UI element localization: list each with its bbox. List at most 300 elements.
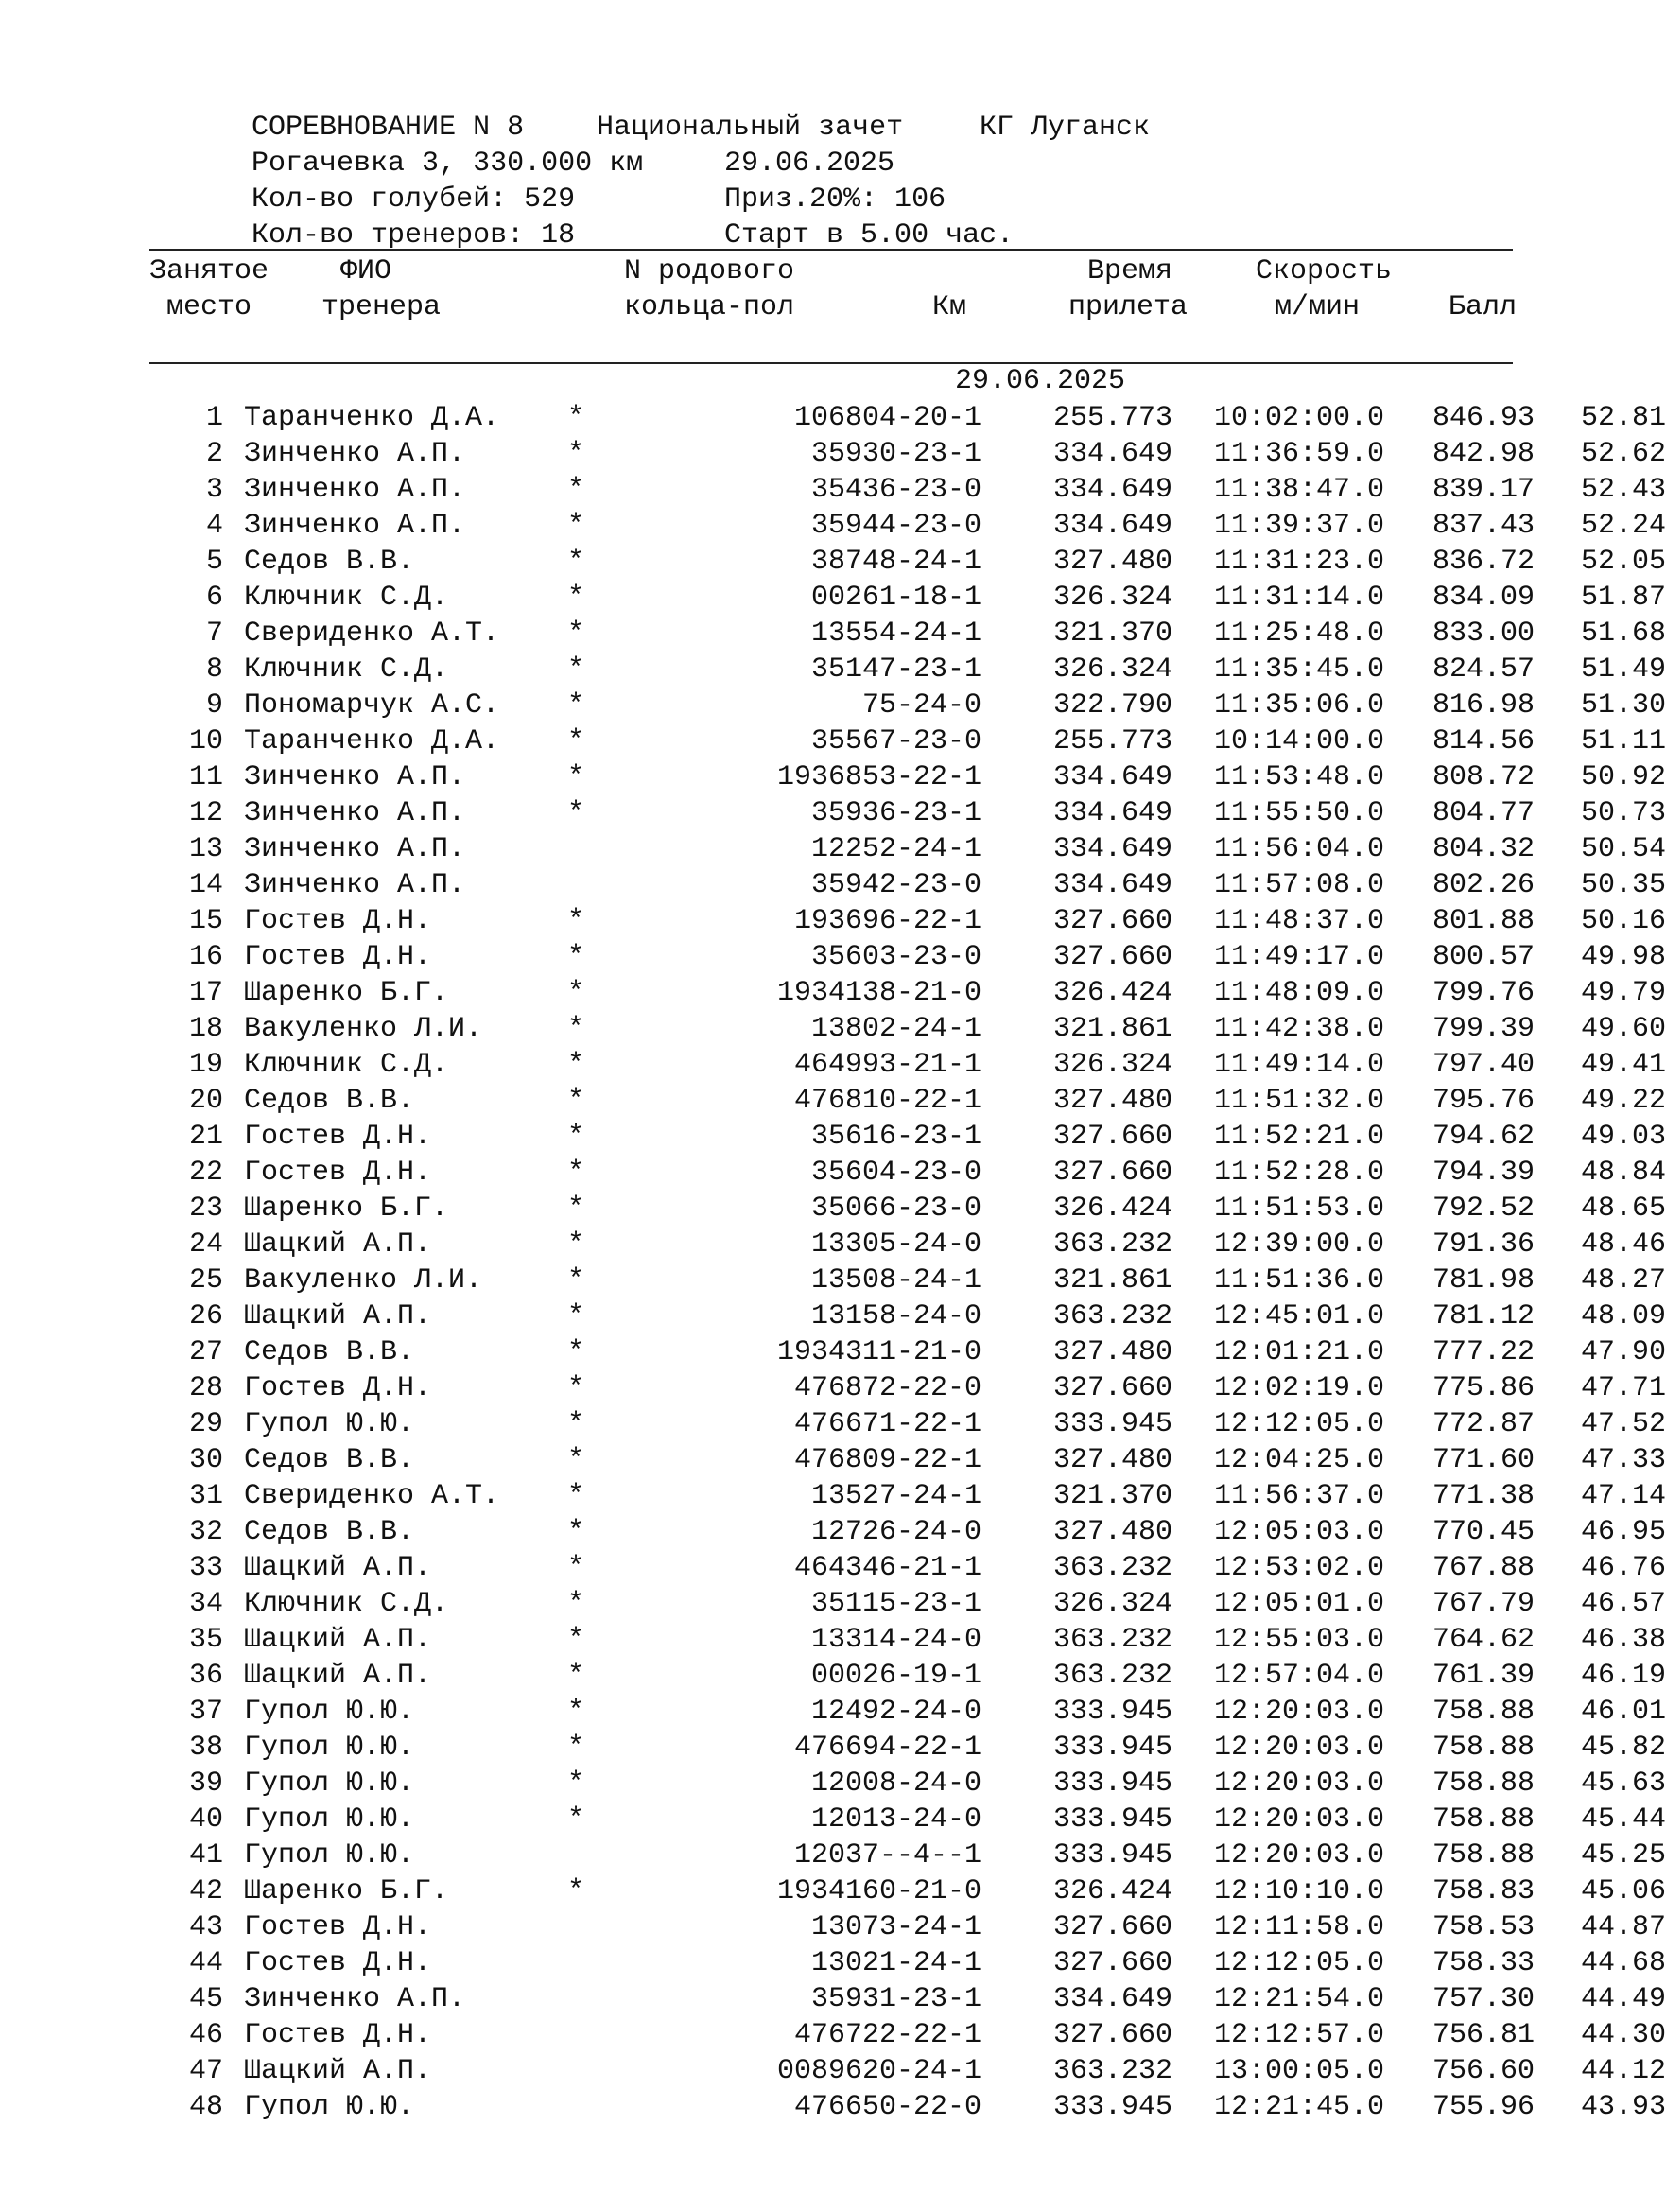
arrival-time-cell: 11:25:48.0 bbox=[1213, 618, 1384, 650]
place-cell: 30 bbox=[188, 1444, 223, 1476]
points-cell: 44.87 bbox=[1580, 1911, 1666, 1943]
trainer-name-cell: Гупол Ю.Ю. bbox=[244, 1839, 415, 1872]
points-cell: 47.52 bbox=[1580, 1408, 1666, 1440]
trainer-name-cell: Седов В.В. bbox=[244, 546, 415, 578]
arrival-time-cell: 11:56:37.0 bbox=[1213, 1480, 1384, 1512]
points-cell: 49.22 bbox=[1580, 1085, 1666, 1117]
distance-cell: 321.861 bbox=[1052, 1013, 1172, 1045]
table-row bbox=[149, 508, 1666, 544]
col-points: Балл bbox=[1449, 291, 1518, 323]
distance-cell: 326.324 bbox=[1052, 582, 1172, 614]
table-row bbox=[149, 1981, 1666, 2017]
table-row bbox=[149, 1298, 1666, 1334]
star-mark-cell: * bbox=[567, 1049, 585, 1081]
table-row bbox=[149, 975, 1666, 1011]
place-cell: 48 bbox=[188, 2091, 223, 2123]
col-ring-1: N родового bbox=[624, 255, 795, 287]
column-headers bbox=[149, 253, 1518, 325]
arrival-time-cell: 12:20:03.0 bbox=[1213, 1696, 1384, 1728]
col-time-1: Время bbox=[1087, 255, 1173, 287]
place-cell: 11 bbox=[188, 761, 223, 793]
speed-cell: 772.87 bbox=[1432, 1408, 1535, 1440]
trainer-name-cell: Гупол Ю.Ю. bbox=[244, 2091, 415, 2123]
points-cell: 48.46 bbox=[1580, 1228, 1666, 1261]
distance-cell: 326.324 bbox=[1052, 1588, 1172, 1620]
points-cell: 50.54 bbox=[1580, 833, 1666, 865]
table-row bbox=[149, 723, 1666, 759]
star-mark-cell: * bbox=[567, 618, 585, 650]
star-mark-cell: * bbox=[567, 510, 585, 542]
place-cell: 23 bbox=[188, 1193, 223, 1225]
ring-number-cell: 00261-18-1 bbox=[810, 582, 981, 614]
star-mark-cell: * bbox=[567, 689, 585, 722]
star-mark-cell: * bbox=[567, 1875, 585, 1907]
points-cell: 50.16 bbox=[1580, 905, 1666, 937]
arrival-time-cell: 12:20:03.0 bbox=[1213, 1839, 1384, 1872]
trainer-name-cell: Шацкий А.П. bbox=[244, 1228, 432, 1261]
star-mark-cell: * bbox=[567, 1588, 585, 1620]
trainer-name-cell: Ключник С.Д. bbox=[244, 582, 449, 614]
table-row bbox=[149, 616, 1666, 652]
speed-cell: 797.40 bbox=[1432, 1049, 1535, 1081]
table-row bbox=[149, 939, 1666, 975]
distance-cell: 334.649 bbox=[1052, 438, 1172, 470]
place-cell: 3 bbox=[205, 474, 223, 506]
speed-cell: 804.77 bbox=[1432, 797, 1535, 829]
table-row bbox=[149, 2053, 1666, 2089]
trainer-name-cell: Гостев Д.Н. bbox=[244, 905, 432, 937]
trainer-name-cell: Гупол Ю.Ю. bbox=[244, 1408, 415, 1440]
star-mark-cell: * bbox=[567, 1013, 585, 1045]
arrival-time-cell: 11:35:06.0 bbox=[1213, 689, 1384, 722]
distance-cell: 327.480 bbox=[1052, 1085, 1172, 1117]
arrival-time-cell: 12:01:21.0 bbox=[1213, 1336, 1384, 1368]
trainer-name-cell: Гупол Ю.Ю. bbox=[244, 1768, 415, 1800]
table-row bbox=[149, 652, 1666, 688]
ring-number-cell: 464346-21-1 bbox=[793, 1552, 981, 1584]
speed-cell: 837.43 bbox=[1432, 510, 1535, 542]
distance-cell: 334.649 bbox=[1052, 510, 1172, 542]
points-cell: 48.84 bbox=[1580, 1157, 1666, 1189]
points-cell: 44.30 bbox=[1580, 2019, 1666, 2051]
distance-cell: 327.480 bbox=[1052, 1516, 1172, 1548]
distance-cell: 333.945 bbox=[1052, 1408, 1172, 1440]
place-cell: 20 bbox=[188, 1085, 223, 1117]
trainer-name-cell: Зинченко А.П. bbox=[244, 797, 466, 829]
place-cell: 6 bbox=[205, 582, 223, 614]
star-mark-cell: * bbox=[567, 1444, 585, 1476]
ring-number-cell: 35616-23-1 bbox=[810, 1121, 981, 1153]
arrival-time-cell: 12:57:04.0 bbox=[1213, 1660, 1384, 1692]
trainer-name-cell: Шацкий А.П. bbox=[244, 1552, 432, 1584]
place-cell: 45 bbox=[188, 1983, 223, 2015]
trainer-name-cell: Шаренко Б.Г. bbox=[244, 977, 449, 1009]
star-mark-cell: * bbox=[567, 1696, 585, 1728]
release-point: Рогачевка 3, 330.000 км bbox=[252, 148, 644, 180]
place-cell: 28 bbox=[188, 1372, 223, 1404]
table-row bbox=[149, 544, 1666, 580]
speed-cell: 764.62 bbox=[1432, 1624, 1535, 1656]
table-row bbox=[149, 580, 1666, 616]
table-row bbox=[149, 1658, 1666, 1694]
col-place-1: Занятое bbox=[149, 255, 269, 287]
trainer-name-cell: Шаренко Б.Г. bbox=[244, 1193, 449, 1225]
arrival-time-cell: 11:51:32.0 bbox=[1213, 1085, 1384, 1117]
ring-number-cell: 12252-24-1 bbox=[810, 833, 981, 865]
speed-cell: 758.88 bbox=[1432, 1768, 1535, 1800]
table-row bbox=[149, 1694, 1666, 1730]
speed-cell: 802.26 bbox=[1432, 869, 1535, 901]
speed-cell: 758.88 bbox=[1432, 1803, 1535, 1836]
points-cell: 49.03 bbox=[1580, 1121, 1666, 1153]
points-cell: 45.63 bbox=[1580, 1768, 1666, 1800]
trainer-name-cell: Таранченко Д.А. bbox=[244, 725, 500, 758]
trainer-name-cell: Ключник С.Д. bbox=[244, 653, 449, 686]
distance-cell: 321.370 bbox=[1052, 1480, 1172, 1512]
star-mark-cell: * bbox=[567, 941, 585, 973]
ring-number-cell: 13554-24-1 bbox=[810, 618, 981, 650]
star-mark-cell: * bbox=[567, 1408, 585, 1440]
ring-number-cell: 476722-22-1 bbox=[793, 2019, 981, 2051]
ring-number-cell: 35603-23-0 bbox=[810, 941, 981, 973]
arrival-time-cell: 11:48:37.0 bbox=[1213, 905, 1384, 937]
points-cell: 44.12 bbox=[1580, 2055, 1666, 2087]
ring-number-cell: 13527-24-1 bbox=[810, 1480, 981, 1512]
trainer-name-cell: Гостев Д.Н. bbox=[244, 1947, 432, 1979]
star-mark-cell: * bbox=[567, 1480, 585, 1512]
ring-number-cell: 1934311-21-0 bbox=[776, 1336, 981, 1368]
place-cell: 13 bbox=[188, 833, 223, 865]
points-cell: 46.01 bbox=[1580, 1696, 1666, 1728]
distance-cell: 334.649 bbox=[1052, 1983, 1172, 2015]
place-cell: 37 bbox=[188, 1696, 223, 1728]
distance-cell: 327.480 bbox=[1052, 546, 1172, 578]
trainer-name-cell: Зинченко А.П. bbox=[244, 1983, 466, 2015]
trainer-name-cell: Шаренко Б.Г. bbox=[244, 1875, 449, 1907]
arrival-time-cell: 12:04:25.0 bbox=[1213, 1444, 1384, 1476]
place-cell: 25 bbox=[188, 1264, 223, 1297]
col-name-1: ФИО bbox=[340, 255, 392, 287]
ring-number-cell: 464993-21-1 bbox=[793, 1049, 981, 1081]
distance-cell: 333.945 bbox=[1052, 2091, 1172, 2123]
arrival-time-cell: 11:31:14.0 bbox=[1213, 582, 1384, 614]
trainer-name-cell: Гостев Д.Н. bbox=[244, 1157, 432, 1189]
trainer-name-cell: Зинченко А.П. bbox=[244, 438, 466, 470]
trainer-name-cell: Шацкий А.П. bbox=[244, 2055, 432, 2087]
ring-number-cell: 1934138-21-0 bbox=[776, 977, 981, 1009]
place-cell: 19 bbox=[188, 1049, 223, 1081]
table-row bbox=[149, 1155, 1666, 1191]
distance-cell: 333.945 bbox=[1052, 1732, 1172, 1764]
arrival-time-cell: 11:51:53.0 bbox=[1213, 1193, 1384, 1225]
ring-number-cell: 13305-24-0 bbox=[810, 1228, 981, 1261]
place-cell: 16 bbox=[188, 941, 223, 973]
star-mark-cell: * bbox=[567, 905, 585, 937]
points-cell: 45.06 bbox=[1580, 1875, 1666, 1907]
trainer-name-cell: Вакуленко Л.И. bbox=[244, 1013, 483, 1045]
points-cell: 44.49 bbox=[1580, 1983, 1666, 2015]
star-mark-cell: * bbox=[567, 1552, 585, 1584]
speed-cell: 834.09 bbox=[1432, 582, 1535, 614]
speed-cell: 842.98 bbox=[1432, 438, 1535, 470]
star-mark-cell: * bbox=[567, 1264, 585, 1297]
speed-cell: 799.39 bbox=[1432, 1013, 1535, 1045]
speed-cell: 767.79 bbox=[1432, 1588, 1535, 1620]
competition-number: СОРЕВНОВАНИЕ N 8 bbox=[252, 112, 525, 144]
arrival-time-cell: 12:10:10.0 bbox=[1213, 1875, 1384, 1907]
speed-cell: 833.00 bbox=[1432, 618, 1535, 650]
col-name-2: тренера bbox=[321, 291, 442, 323]
col-ring-2: кольца-пол bbox=[624, 291, 795, 323]
pigeon-count: Кол-во голубей: 529 bbox=[252, 183, 576, 216]
star-mark-cell: * bbox=[567, 438, 585, 470]
star-mark-cell: * bbox=[567, 1768, 585, 1800]
distance-cell: 255.773 bbox=[1052, 402, 1172, 434]
distance-cell: 326.324 bbox=[1052, 653, 1172, 686]
trainer-name-cell: Свериденко А.Т. bbox=[244, 1480, 500, 1512]
ring-number-cell: 35436-23-0 bbox=[810, 474, 981, 506]
star-mark-cell: * bbox=[567, 402, 585, 434]
speed-cell: 770.45 bbox=[1432, 1516, 1535, 1548]
arrival-time-cell: 11:52:21.0 bbox=[1213, 1121, 1384, 1153]
distance-cell: 363.232 bbox=[1052, 1300, 1172, 1332]
table-row bbox=[149, 1442, 1666, 1478]
ring-number-cell: 12013-24-0 bbox=[810, 1803, 981, 1836]
place-cell: 44 bbox=[188, 1947, 223, 1979]
star-mark-cell: * bbox=[567, 546, 585, 578]
star-mark-cell: * bbox=[567, 797, 585, 829]
table-row bbox=[149, 1550, 1666, 1586]
arrival-time-cell: 12:11:58.0 bbox=[1213, 1911, 1384, 1943]
distance-cell: 327.660 bbox=[1052, 1911, 1172, 1943]
arrival-time-cell: 11:55:50.0 bbox=[1213, 797, 1384, 829]
trainer-name-cell: Гупол Ю.Ю. bbox=[244, 1732, 415, 1764]
distance-cell: 363.232 bbox=[1052, 1660, 1172, 1692]
distance-cell: 326.424 bbox=[1052, 1875, 1172, 1907]
points-cell: 51.30 bbox=[1580, 689, 1666, 722]
trainer-name-cell: Свериденко А.Т. bbox=[244, 618, 500, 650]
distance-cell: 334.649 bbox=[1052, 797, 1172, 829]
speed-cell: 758.33 bbox=[1432, 1947, 1535, 1979]
table-row bbox=[149, 1227, 1666, 1263]
distance-cell: 333.945 bbox=[1052, 1696, 1172, 1728]
distance-cell: 326.324 bbox=[1052, 1049, 1172, 1081]
points-cell: 51.11 bbox=[1580, 725, 1666, 758]
arrival-time-cell: 11:56:04.0 bbox=[1213, 833, 1384, 865]
points-cell: 52.43 bbox=[1580, 474, 1666, 506]
table-row bbox=[149, 436, 1666, 472]
speed-cell: 756.60 bbox=[1432, 2055, 1535, 2087]
club-name: КГ Луганск bbox=[980, 112, 1151, 144]
place-cell: 14 bbox=[188, 869, 223, 901]
trainer-name-cell: Гостев Д.Н. bbox=[244, 2019, 432, 2051]
ring-number-cell: 476694-22-1 bbox=[793, 1732, 981, 1764]
ring-number-cell: 35930-23-1 bbox=[810, 438, 981, 470]
distance-cell: 327.660 bbox=[1052, 2019, 1172, 2051]
place-cell: 26 bbox=[188, 1300, 223, 1332]
arrival-time-cell: 12:12:57.0 bbox=[1213, 2019, 1384, 2051]
arrival-time-cell: 11:36:59.0 bbox=[1213, 438, 1384, 470]
speed-cell: 781.12 bbox=[1432, 1300, 1535, 1332]
place-cell: 47 bbox=[188, 2055, 223, 2087]
table-row bbox=[149, 795, 1666, 831]
place-cell: 39 bbox=[188, 1768, 223, 1800]
distance-cell: 255.773 bbox=[1052, 725, 1172, 758]
speed-cell: 775.86 bbox=[1432, 1372, 1535, 1404]
star-mark-cell: * bbox=[567, 1732, 585, 1764]
ring-number-cell: 476872-22-0 bbox=[793, 1372, 981, 1404]
distance-cell: 327.660 bbox=[1052, 1372, 1172, 1404]
place-cell: 34 bbox=[188, 1588, 223, 1620]
trainer-name-cell: Шацкий А.П. bbox=[244, 1660, 432, 1692]
star-mark-cell: * bbox=[567, 977, 585, 1009]
ring-number-cell: 75-24-0 bbox=[861, 689, 981, 722]
speed-cell: 814.56 bbox=[1432, 725, 1535, 758]
place-cell: 32 bbox=[188, 1516, 223, 1548]
speed-cell: 794.62 bbox=[1432, 1121, 1535, 1153]
distance-cell: 334.649 bbox=[1052, 869, 1172, 901]
arrival-time-cell: 12:20:03.0 bbox=[1213, 1732, 1384, 1764]
ring-number-cell: 476671-22-1 bbox=[793, 1408, 981, 1440]
place-cell: 8 bbox=[205, 653, 223, 686]
trainer-name-cell: Гостев Д.Н. bbox=[244, 941, 432, 973]
place-cell: 5 bbox=[205, 546, 223, 578]
table-row bbox=[149, 1802, 1666, 1838]
place-cell: 4 bbox=[205, 510, 223, 542]
star-mark-cell: * bbox=[567, 1121, 585, 1153]
col-place-2: место bbox=[166, 291, 252, 323]
distance-cell: 327.660 bbox=[1052, 1947, 1172, 1979]
distance-cell: 327.660 bbox=[1052, 1157, 1172, 1189]
table-row bbox=[149, 1514, 1666, 1550]
ring-number-cell: 13158-24-0 bbox=[810, 1300, 981, 1332]
table-row bbox=[149, 1191, 1666, 1227]
distance-cell: 334.649 bbox=[1052, 474, 1172, 506]
place-cell: 40 bbox=[188, 1803, 223, 1836]
arrival-time-cell: 10:02:00.0 bbox=[1213, 402, 1384, 434]
distance-cell: 363.232 bbox=[1052, 2055, 1172, 2087]
trainer-name-cell: Седов В.В. bbox=[244, 1085, 415, 1117]
ring-number-cell: 35944-23-0 bbox=[810, 510, 981, 542]
distance-cell: 327.660 bbox=[1052, 905, 1172, 937]
speed-cell: 801.88 bbox=[1432, 905, 1535, 937]
ring-number-cell: 476810-22-1 bbox=[793, 1085, 981, 1117]
place-cell: 46 bbox=[188, 2019, 223, 2051]
trainer-name-cell: Зинченко А.П. bbox=[244, 761, 466, 793]
trainer-count: Кол-во тренеров: 18 bbox=[252, 219, 576, 252]
standings-type: Национальный зачет bbox=[597, 112, 904, 144]
ring-number-cell: 35604-23-0 bbox=[810, 1157, 981, 1189]
arrival-time-cell: 12:39:00.0 bbox=[1213, 1228, 1384, 1261]
ring-number-cell: 476650-22-0 bbox=[793, 2091, 981, 2123]
star-mark-cell: * bbox=[567, 653, 585, 686]
arrival-time-cell: 11:42:38.0 bbox=[1213, 1013, 1384, 1045]
trainer-name-cell: Пономарчук А.С. bbox=[244, 689, 500, 722]
trainer-name-cell: Гостев Д.Н. bbox=[244, 1121, 432, 1153]
speed-cell: 839.17 bbox=[1432, 474, 1535, 506]
ring-number-cell: 476809-22-1 bbox=[793, 1444, 981, 1476]
ring-number-cell: 13073-24-1 bbox=[810, 1911, 981, 1943]
arrival-time-cell: 12:55:03.0 bbox=[1213, 1624, 1384, 1656]
results-table bbox=[149, 400, 1666, 2125]
distance-cell: 326.424 bbox=[1052, 1193, 1172, 1225]
arrival-time-cell: 12:02:19.0 bbox=[1213, 1372, 1384, 1404]
table-row bbox=[149, 1406, 1666, 1442]
table-row bbox=[149, 1047, 1666, 1083]
arrival-time-cell: 12:53:02.0 bbox=[1213, 1552, 1384, 1584]
speed-cell: 758.83 bbox=[1432, 1875, 1535, 1907]
place-cell: 7 bbox=[205, 618, 223, 650]
speed-cell: 771.38 bbox=[1432, 1480, 1535, 1512]
arrival-time-cell: 11:49:17.0 bbox=[1213, 941, 1384, 973]
star-mark-cell: * bbox=[567, 1516, 585, 1548]
trainer-name-cell: Зинченко А.П. bbox=[244, 833, 466, 865]
speed-cell: 767.88 bbox=[1432, 1552, 1535, 1584]
table-row bbox=[149, 867, 1666, 903]
points-cell: 49.60 bbox=[1580, 1013, 1666, 1045]
arrival-time-cell: 11:35:45.0 bbox=[1213, 653, 1384, 686]
star-mark-cell: * bbox=[567, 1193, 585, 1225]
table-row bbox=[149, 831, 1666, 867]
ring-number-cell: 13802-24-1 bbox=[810, 1013, 981, 1045]
arrival-time-cell: 11:39:37.0 bbox=[1213, 510, 1384, 542]
table-row bbox=[149, 1766, 1666, 1802]
points-cell: 52.62 bbox=[1580, 438, 1666, 470]
ring-number-cell: 13314-24-0 bbox=[810, 1624, 981, 1656]
table-row bbox=[149, 2089, 1666, 2125]
speed-cell: 824.57 bbox=[1432, 653, 1535, 686]
table-row bbox=[149, 688, 1666, 723]
star-mark-cell: * bbox=[567, 1336, 585, 1368]
place-cell: 10 bbox=[188, 725, 223, 758]
distance-cell: 322.790 bbox=[1052, 689, 1172, 722]
points-cell: 52.81 bbox=[1580, 402, 1666, 434]
arrival-time-cell: 12:21:54.0 bbox=[1213, 1983, 1384, 2015]
points-cell: 46.76 bbox=[1580, 1552, 1666, 1584]
speed-cell: 808.72 bbox=[1432, 761, 1535, 793]
points-cell: 43.93 bbox=[1580, 2091, 1666, 2123]
place-cell: 12 bbox=[188, 797, 223, 829]
points-cell: 50.92 bbox=[1580, 761, 1666, 793]
trainer-name-cell: Гостев Д.Н. bbox=[244, 1372, 432, 1404]
points-cell: 47.14 bbox=[1580, 1480, 1666, 1512]
ring-number-cell: 35147-23-1 bbox=[810, 653, 981, 686]
speed-cell: 846.93 bbox=[1432, 402, 1535, 434]
speed-cell: 781.98 bbox=[1432, 1264, 1535, 1297]
place-cell: 22 bbox=[188, 1157, 223, 1189]
table-row bbox=[149, 759, 1666, 795]
distance-cell: 327.660 bbox=[1052, 1121, 1172, 1153]
speed-cell: 761.39 bbox=[1432, 1660, 1535, 1692]
star-mark-cell: * bbox=[567, 1624, 585, 1656]
arrival-time-cell: 11:49:14.0 bbox=[1213, 1049, 1384, 1081]
competition-header bbox=[149, 74, 1151, 252]
star-mark-cell: * bbox=[567, 1157, 585, 1189]
points-cell: 50.73 bbox=[1580, 797, 1666, 829]
ring-number-cell: 35115-23-1 bbox=[810, 1588, 981, 1620]
arrival-time-cell: 11:52:28.0 bbox=[1213, 1157, 1384, 1189]
speed-cell: 794.39 bbox=[1432, 1157, 1535, 1189]
star-mark-cell: * bbox=[567, 474, 585, 506]
table-row bbox=[149, 1334, 1666, 1370]
place-cell: 29 bbox=[188, 1408, 223, 1440]
table-row bbox=[149, 1478, 1666, 1514]
arrival-time-cell: 11:48:09.0 bbox=[1213, 977, 1384, 1009]
place-cell: 15 bbox=[188, 905, 223, 937]
star-mark-cell: * bbox=[567, 725, 585, 758]
place-cell: 41 bbox=[188, 1839, 223, 1872]
arrival-time-cell: 12:05:03.0 bbox=[1213, 1516, 1384, 1548]
